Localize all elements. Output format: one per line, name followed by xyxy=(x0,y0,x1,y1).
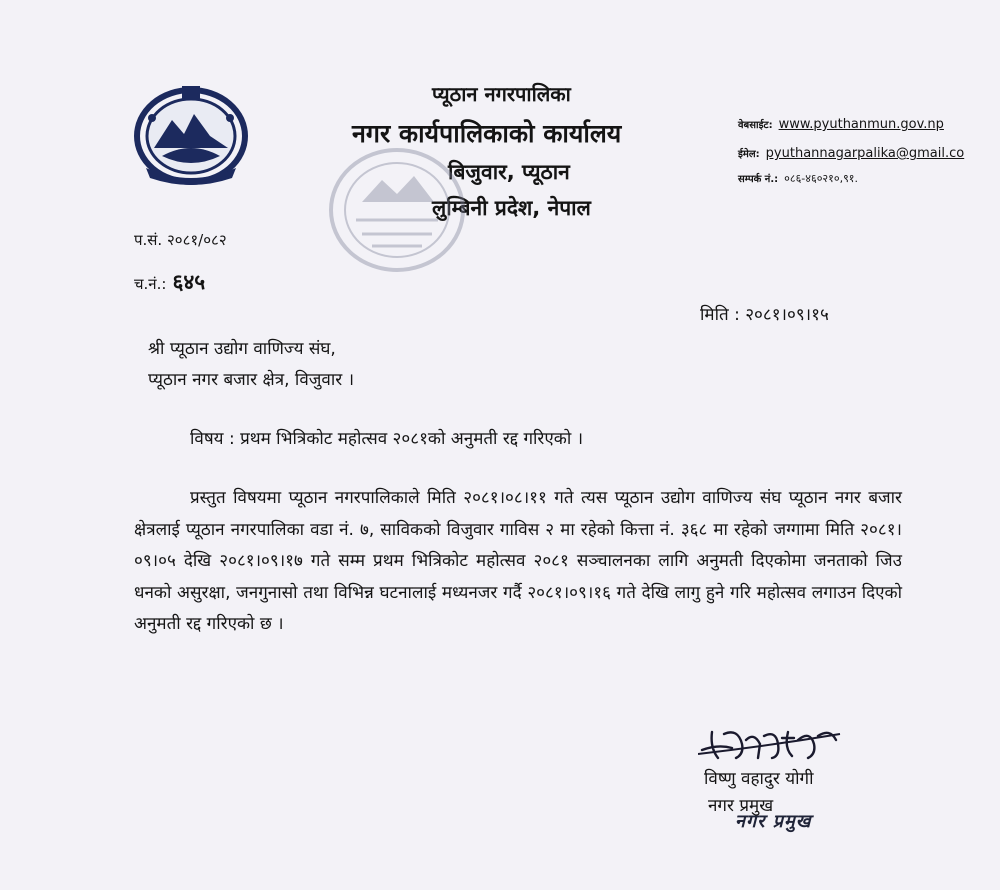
email-label: ईमेल: xyxy=(738,149,760,160)
letter-body: प्रस्तुत विषयमा प्यूठान नगरपालिकाले मिति २०८१।०८।११ गते त्यस प्यूठान उद्योग वाणिज्य संघ प्यूठान नगर बजार क्षेत्रलाई प्यूठान नगरपालिका वडा नं. ७, साविकको विजुवार गाविस २ मा रहेको कित्ता नं. ३६८ मा रहेको जग्गामा मिति २०८१।०९।०५ देखि २०८१।०९।१७ गते सम्म प्रथम भित्रिकोट महोत्सव २०८१ सञ्चालनका लागि अनुमती दिएकोमा जनताको जिउ धनको असुरक्षा, जनगुनासो तथा विभिन्न घटनालाई मध्यनजर गर्दै २०८१।०९।१६ गते देखि लागु हुने गरि महोत्सव लगाउन दिएको अनुमती रद्द गरिएको छ । xyxy=(134,488,902,635)
signatory-stamp: नगर प्रमुख xyxy=(735,811,812,832)
signatory-title: नगर प्रमुख xyxy=(708,796,774,816)
office-name: नगर कार्यपालिकाको कार्यालय xyxy=(352,119,622,148)
reference-ps xyxy=(134,230,227,250)
website-label: वेबसाईट: xyxy=(738,120,773,131)
website-link[interactable]: www.pyuthanmun.gov.np xyxy=(778,117,944,132)
reference-cn xyxy=(134,268,205,296)
phone-label: सम्पर्क नं.: xyxy=(738,174,779,185)
ps-label: प.सं. xyxy=(134,231,163,249)
government-emblem-icon xyxy=(132,78,250,188)
contact-email xyxy=(738,146,964,161)
recipient-line-1: श्री प्यूठान उद्योग वाणिज्य संघ, xyxy=(148,339,336,359)
letter-date: मिति : २०८१।०९।१५ xyxy=(700,305,829,325)
office-province: लुम्बिनी प्रदेश, नेपाल xyxy=(432,196,591,220)
recipient-line-2: प्यूठान नगर बजार क्षेत्र, विजुवार । xyxy=(148,370,355,390)
municipality-name: प्यूठान नगरपालिका xyxy=(432,82,571,106)
phone-number: ०८६-४६०२१०,९१. xyxy=(784,172,859,185)
contact-phone xyxy=(738,171,858,186)
signatory-name: विष्णु वहादुर योगी xyxy=(704,769,814,789)
ps-value: २०८१/०८२ xyxy=(166,231,227,249)
office-place: बिजुवार, प्यूठान xyxy=(448,160,570,184)
cn-label: च.नं.: xyxy=(134,275,167,293)
cn-value: ६४५ xyxy=(172,269,206,294)
contact-website xyxy=(738,117,944,132)
handwritten-signature-icon xyxy=(698,714,843,766)
email-link[interactable]: pyuthannagarpalika@gmail.co xyxy=(765,146,965,161)
letter-subject: विषय : प्रथम भित्रिकोट महोत्सव २०८१को अनुमती रद्द गरिएको । xyxy=(190,429,584,449)
office-seal-stamp-icon xyxy=(322,140,472,280)
